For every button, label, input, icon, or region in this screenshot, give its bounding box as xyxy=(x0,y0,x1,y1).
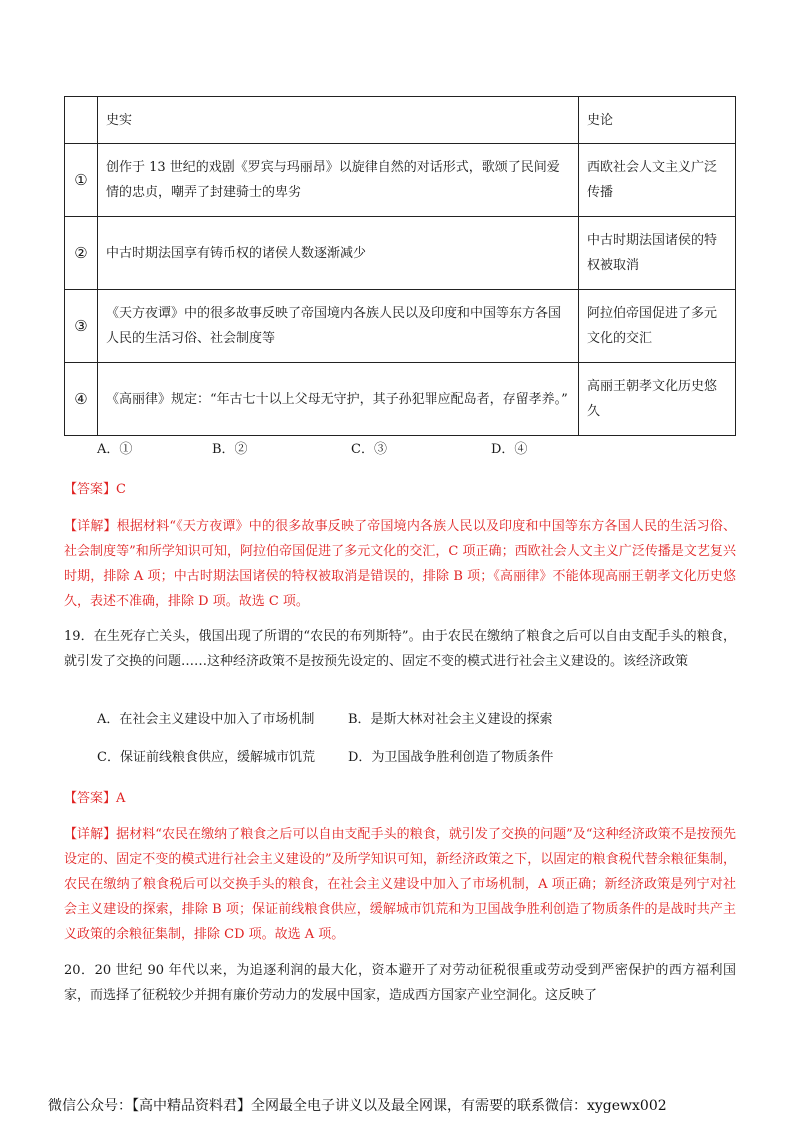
q18-option-a: A．① xyxy=(97,442,133,457)
q20-stem: 20．20 世纪 90 年代以来，为追逐利润的最大化，资本避开了对劳动征税很重或劳动受到严密保护的西方福利国家，而选择了征税较少并拥有廉价劳动力的发展中国家，造成西方国家产业空洞化。这反映了 xyxy=(64,963,736,1003)
q19-option-d: D．为卫国战争胜利创造了物质条件 xyxy=(348,750,554,765)
row-fact: 创作于 13 世纪的戏剧《罗宾与玛丽昂》以旋律自然的对话形式，歌颂了民间爱情的忠贞，嘲弄了封建骑士的卑劣 xyxy=(98,144,579,217)
footer-contact-line: 微信公众号：【高中精品资料君】全网最全电子讲义以及最全网课，有需要的联系微信：xygewx002 xyxy=(48,1098,667,1114)
row-view: 西欧社会人文主义广泛传播 xyxy=(579,144,736,217)
table-row xyxy=(65,217,736,290)
row-view: 阿拉伯帝国促进了多元文化的交汇 xyxy=(579,290,736,363)
row-number: ① xyxy=(65,144,98,217)
q19-option-c: C．保证前线粮食供应，缓解城市饥荒 xyxy=(97,750,315,765)
row-view: 高丽王朝孝文化历史悠久 xyxy=(579,363,736,436)
row-fact: 中古时期法国享有铸币权的诸侯人数逐渐减少 xyxy=(98,217,579,290)
detail-tag: 【详解】 xyxy=(64,827,117,842)
q19-option-b: B．是斯大林对社会主义建设的探索 xyxy=(348,712,553,727)
row-fact: 《高丽律》规定：“年古七十以上父母无守护，其子孙犯罪应配岛者，存留孝养。” xyxy=(98,363,579,436)
q19-answer xyxy=(64,786,736,811)
answer-value: A xyxy=(116,791,126,806)
header-num-cell xyxy=(65,97,98,144)
q18-answer xyxy=(64,477,736,502)
row-fact: 《天方夜谭》中的很多故事反映了帝国境内各族人民以及印度和中国等东方各国人民的生活习俗、社会制度等 xyxy=(98,290,579,363)
row-number: ③ xyxy=(65,290,98,363)
table-row xyxy=(65,363,736,436)
answer-tag: 【答案】 xyxy=(64,791,117,806)
row-number: ④ xyxy=(65,363,98,436)
row-number: ② xyxy=(65,217,98,290)
detail-text: 根据材料“《天方夜谭》中的很多故事反映了帝国境内各族人民以及印度和中国等东方各国人民的生活习俗、社会制度等”和所学知识可知，阿拉伯帝国促进了多元文化的交汇，C 项正确；西欧社会人文主义广泛传播是文艺复兴时期，排除 A 项；中古时期法国诸侯的特权被取消是错误的，排除 B 项；《高丽律》不能体现高丽王朝孝文化历史悠久，表述不准确，排除 D 项。故选 C 项。 xyxy=(64,519,736,609)
q19-option-a: A．在社会主义建设中加入了市场机制 xyxy=(97,712,315,727)
detail-tag: 【详解】 xyxy=(64,519,117,534)
header-view-cell: 史论 xyxy=(579,97,736,144)
answer-tag: 【答案】 xyxy=(64,482,117,497)
detail-text: 据材料“农民在缴纳了粮食之后可以自由支配手头的粮食，就引发了交换的问题”及“这种经济政策不是按预先设定的、固定不变的模式进行社会主义建设的”及所学知识可知，新经济政策之下，以固定的粮食税代替余粮征集制，农民在缴纳了粮食税后可以交换手头的粮食，在社会主义建设中加入了市场机制，A 项正确；新经济政策是列宁对社会主义建设的探索，排除 B 项；保证前线粮食供应，缓解城市饥荒和为卫国战争胜利创造了物质条件的是战时共产主义政策的余粮征集制，排除 CD 项。故选 A 项。 xyxy=(64,827,736,942)
q19-stem: 19．在生死存亡关头，俄国出现了所谓的“农民的布列斯特”。由于农民在缴纳了粮食之后可以自由支配手头的粮食，就引发了交换的问题……这种经济政策不是按预先设定的、固定不变的模式进行社会主义建设的。该经济政策 xyxy=(64,629,736,669)
answer-value: C xyxy=(116,482,126,497)
table-row xyxy=(65,144,736,217)
history-facts-table xyxy=(64,96,736,436)
row-view: 中古时期法国诸侯的特权被取消 xyxy=(579,217,736,290)
table-row xyxy=(65,290,736,363)
table-header-row xyxy=(65,97,736,144)
q18-option-d: D．④ xyxy=(491,442,528,457)
q18-option-c: C．③ xyxy=(351,442,387,457)
q18-option-b: B．② xyxy=(212,442,248,457)
q19-detail xyxy=(64,822,736,947)
header-fact-cell: 史实 xyxy=(98,97,579,144)
q18-detail xyxy=(64,514,736,614)
